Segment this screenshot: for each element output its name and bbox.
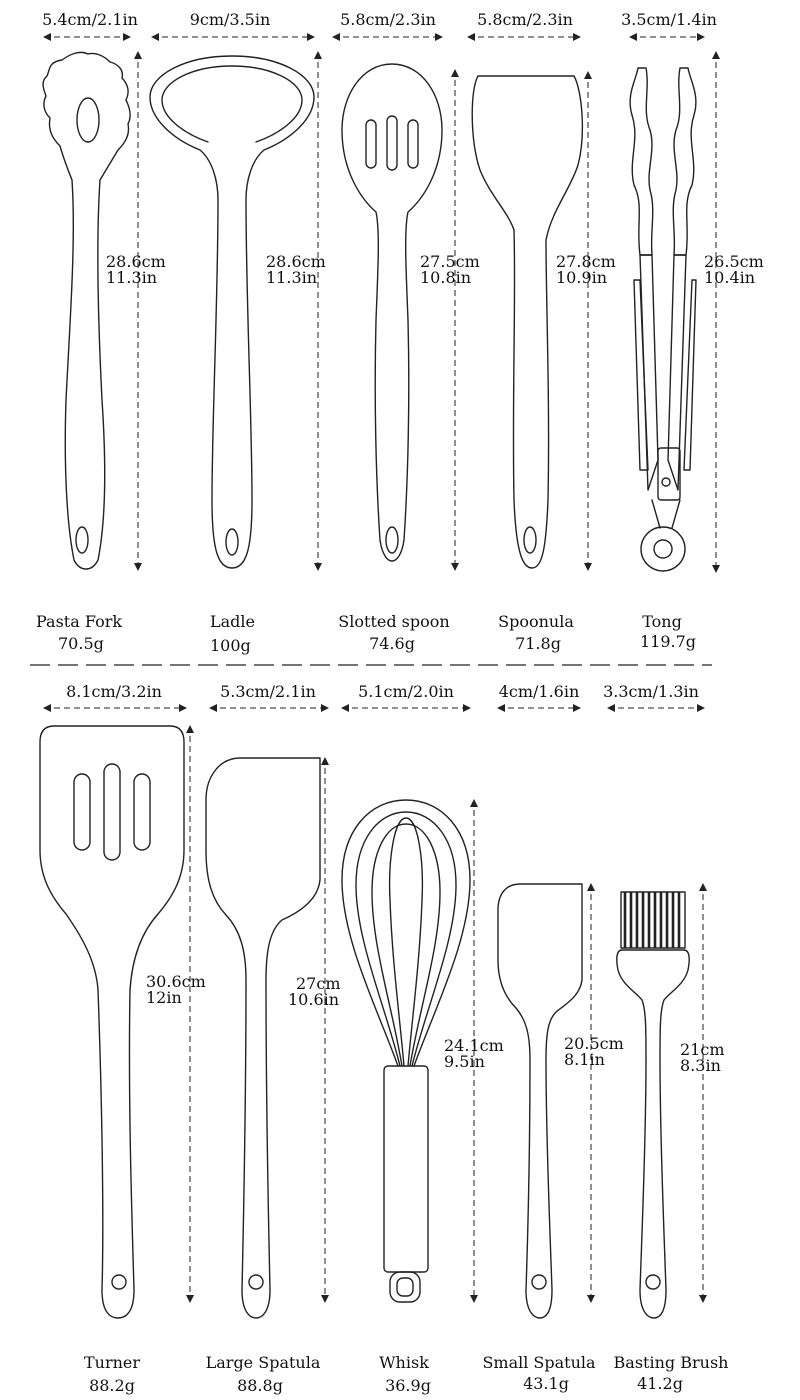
length-cm-ladle: 28.6cm [266, 252, 326, 271]
width-label-tong: 3.5cm/1.4in [621, 10, 717, 29]
weight-spoonula: 71.8g [515, 634, 561, 653]
spoonula-drawing [472, 76, 582, 568]
weight-small-spatula: 43.1g [523, 1374, 569, 1393]
length-cm-spoonula: 27.8cm [556, 252, 616, 271]
weight-tong: 119.7g [639, 632, 697, 651]
length-in-turner: 12in [146, 988, 182, 1007]
length-cm-tong: 26.5cm [704, 252, 764, 271]
length-cm-small-spatula: 20.5cm [564, 1034, 624, 1053]
length-cm-basting-brush: 21cm [680, 1040, 725, 1059]
name-pasta-fork: Pasta Fork [36, 612, 123, 631]
name-ladle: Ladle [210, 612, 255, 631]
width-label-pasta-fork: 5.4cm/2.1in [42, 10, 138, 29]
width-label-slotted-spoon: 5.8cm/2.3in [340, 10, 436, 29]
length-in-basting-brush: 8.3in [680, 1056, 721, 1075]
length-cm-slotted-spoon: 27.5cm [420, 252, 480, 271]
width-label-turner: 8.1cm/3.2in [66, 682, 162, 701]
width-label-large-spatula: 5.3cm/2.1in [220, 682, 316, 701]
length-in-pasta-fork: 11.3in [106, 268, 158, 287]
weight-slotted-spoon: 74.6g [369, 634, 415, 653]
weight-ladle: 100g [210, 636, 251, 655]
small-spatula-drawing [498, 884, 582, 1318]
weight-large-spatula: 88.8g [237, 1376, 283, 1395]
basting-brush-drawing [617, 892, 689, 1318]
width-label-spoonula: 5.8cm/2.3in [477, 10, 573, 29]
width-label-whisk: 5.1cm/2.0in [358, 682, 454, 701]
width-label-ladle: 9cm/3.5in [189, 10, 271, 29]
length-in-spoonula: 10.9in [556, 268, 608, 287]
length-cm-whisk: 24.1cm [444, 1036, 504, 1055]
large-spatula-drawing [206, 758, 320, 1318]
length-in-whisk: 9.5in [444, 1052, 485, 1071]
name-turner: Turner [83, 1353, 141, 1372]
name-spoonula: Spoonula [498, 612, 574, 631]
pasta-fork-drawing [43, 52, 130, 569]
weight-pasta-fork: 70.5g [58, 634, 104, 653]
width-label-small-spatula: 4cm/1.6in [498, 682, 580, 701]
brush-bristles [625, 892, 679, 948]
name-whisk: Whisk [379, 1353, 429, 1372]
weight-turner: 88.2g [89, 1376, 135, 1395]
turner-drawing [40, 726, 184, 1318]
name-large-spatula: Large Spatula [205, 1353, 321, 1372]
length-cm-large-spatula: 27cm [296, 974, 341, 993]
length-in-small-spatula: 8.1in [564, 1050, 605, 1069]
weight-whisk: 36.9g [385, 1376, 431, 1395]
name-small-spatula: Small Spatula [482, 1353, 596, 1372]
length-cm-pasta-fork: 28.6cm [106, 252, 166, 271]
ladle-drawing [150, 56, 314, 568]
length-cm-turner: 30.6cm [146, 972, 206, 991]
name-slotted-spoon: Slotted spoon [338, 612, 450, 631]
width-label-basting-brush: 3.3cm/1.3in [603, 682, 699, 701]
name-basting-brush: Basting Brush [613, 1353, 729, 1372]
length-in-tong: 10.4in [704, 268, 756, 287]
slotted-spoon-drawing [342, 64, 442, 561]
length-in-ladle: 11.3in [266, 268, 318, 287]
tong-drawing [630, 68, 696, 571]
length-in-large-spatula: 10.6in [288, 990, 340, 1009]
name-tong: Tong [642, 612, 682, 631]
weight-basting-brush: 41.2g [637, 1374, 683, 1393]
length-in-slotted-spoon: 10.8in [420, 268, 472, 287]
